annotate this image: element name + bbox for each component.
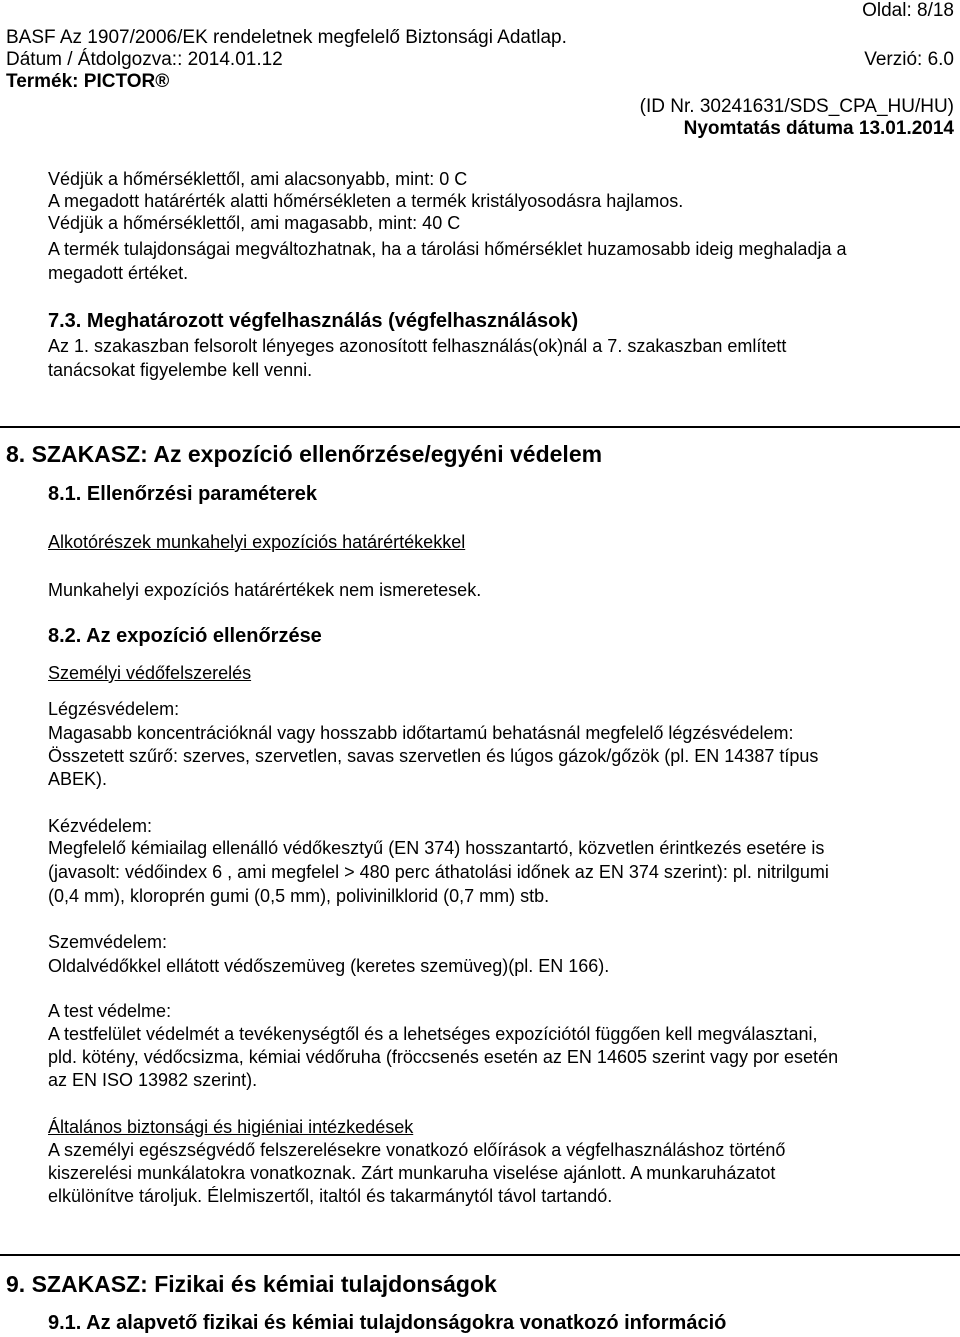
body-protection-line: A testfelület védelmét a tevékenységtől és a lehetséges expozíciótól függően kell megválasztani, [48,1024,818,1044]
respiratory-line: Magasabb koncentrációknál vagy hosszabb időtartamú behatásnál megfelelő légzésvédelem: [48,723,794,743]
hygiene-line: A személyi egészségvédő felszerelésekre vonatkozó előírások a végfelhasználáshoz történő [48,1140,786,1160]
hygiene-line: kiszerelési munkálatokra vonatkoznak. Zárt munkaruha viselése ajánlott. A munkaruházatot [48,1163,776,1183]
hygiene-line: elkülönítve tároljuk. Élelmiszertől, italtól és takarmánytól távol tartandó. [48,1186,613,1206]
components-heading: Alkotórészek munkahelyi expozíciós határértékekkel [48,532,466,552]
hand-line: Megfelelő kémiailag ellenálló védőkesztyű (EN 374) hosszantartó, közvetlen érintkezés esetére is [48,838,825,858]
hand-line: (javasolt: védőindex 6 , ami megfelel > 480 perc áthatolási időnek az EN 374 szerint): pl. nitrilgumi [48,862,829,882]
storage-line: A termék tulajdonságai megváltozhatnak, ha a tárolási hőmérséklet huzamosabb ideig meghaladja a [48,239,847,259]
section-8-2-title: 8.2. Az expozíció ellenőrzése [48,625,322,647]
storage-line: megadott értéket. [48,263,189,283]
body-protection-label: A test védelme: [48,1001,172,1021]
eye-label: Szemvédelem: [48,932,168,952]
section-8-1-title: 8.1. Ellenőrzési paraméterek [48,483,318,505]
storage-line: A megadott határérték alatti hőmérsékleten a termék kristályosodásra hajlamos. [48,191,684,211]
section-divider [0,1254,960,1256]
section-9-title: 9. SZAKASZ: Fizikai és kémiai tulajdonságok [6,1271,497,1297]
respiratory-label: Légzésvédelem: [48,699,180,719]
document-title: BASF Az 1907/2006/EK rendeletnek megfelelő Biztonsági Adatlap. [6,27,567,48]
ppe-heading: Személyi védőfelszerelés [48,663,252,683]
section-9-1-title: 9.1. Az alapvető fizikai és kémiai tulajdonságokra vonatkozó információ [48,1312,727,1334]
section-7-3-line: tanácsokat figyelembe kell venni. [48,360,313,380]
section-8-title: 8. SZAKASZ: Az expozíció ellenőrzése/egyéni védelem [6,441,603,467]
version: Verzió: 6.0 [864,49,954,70]
storage-line: Védjük a hőmérséklettől, ami alacsonyabb, mint: 0 C [48,169,468,189]
page-number: Oldal: 8/18 [862,0,954,21]
hand-label: Kézvédelem: [48,816,153,836]
hygiene-heading: Általános biztonsági és higiéniai intézkedések [48,1117,414,1137]
document-id: (ID Nr. 30241631/SDS_CPA_HU/HU) [639,96,954,117]
product-name: Termék: PICTOR® [6,71,170,92]
body-protection-line: az EN ISO 13982 szerint). [48,1070,258,1090]
hand-line: (0,4 mm), kloroprén gumi (0,5 mm), polivinilklorid (0,7 mm) stb. [48,886,550,906]
body-protection-line: pld. kötény, védőcsizma, kémiai védőruha (fröccsenés esetén az EN 14605 szerint vagy por esetén [48,1047,839,1067]
print-date: Nyomtatás dátuma 13.01.2014 [683,118,954,139]
eye-line: Oldalvédőkkel ellátott védőszemüveg (keretes szemüveg)(pl. EN 166). [48,956,610,976]
respiratory-line: Összetett szűrő: szerves, szervetlen, savas szervetlen és lúgos gázok/gőzök (pl. EN 14387 típus [48,746,819,766]
revision-date: Dátum / Átdolgozva:: 2014.01.12 [6,49,283,70]
storage-line: Védjük a hőmérséklettől, ami magasabb, mint: 40 C [48,213,461,233]
respiratory-line: ABEK). [48,769,108,789]
components-text: Munkahelyi expozíciós határértékek nem ismeretesek. [48,580,482,600]
section-7-3-line: Az 1. szakaszban felsorolt lényeges azonosított felhasználás(ok)nál a 7. szakaszban említett [48,336,787,356]
section-divider [0,426,960,428]
section-7-3-title: 7.3. Meghatározott végfelhasználás (végfelhasználások) [48,310,579,332]
